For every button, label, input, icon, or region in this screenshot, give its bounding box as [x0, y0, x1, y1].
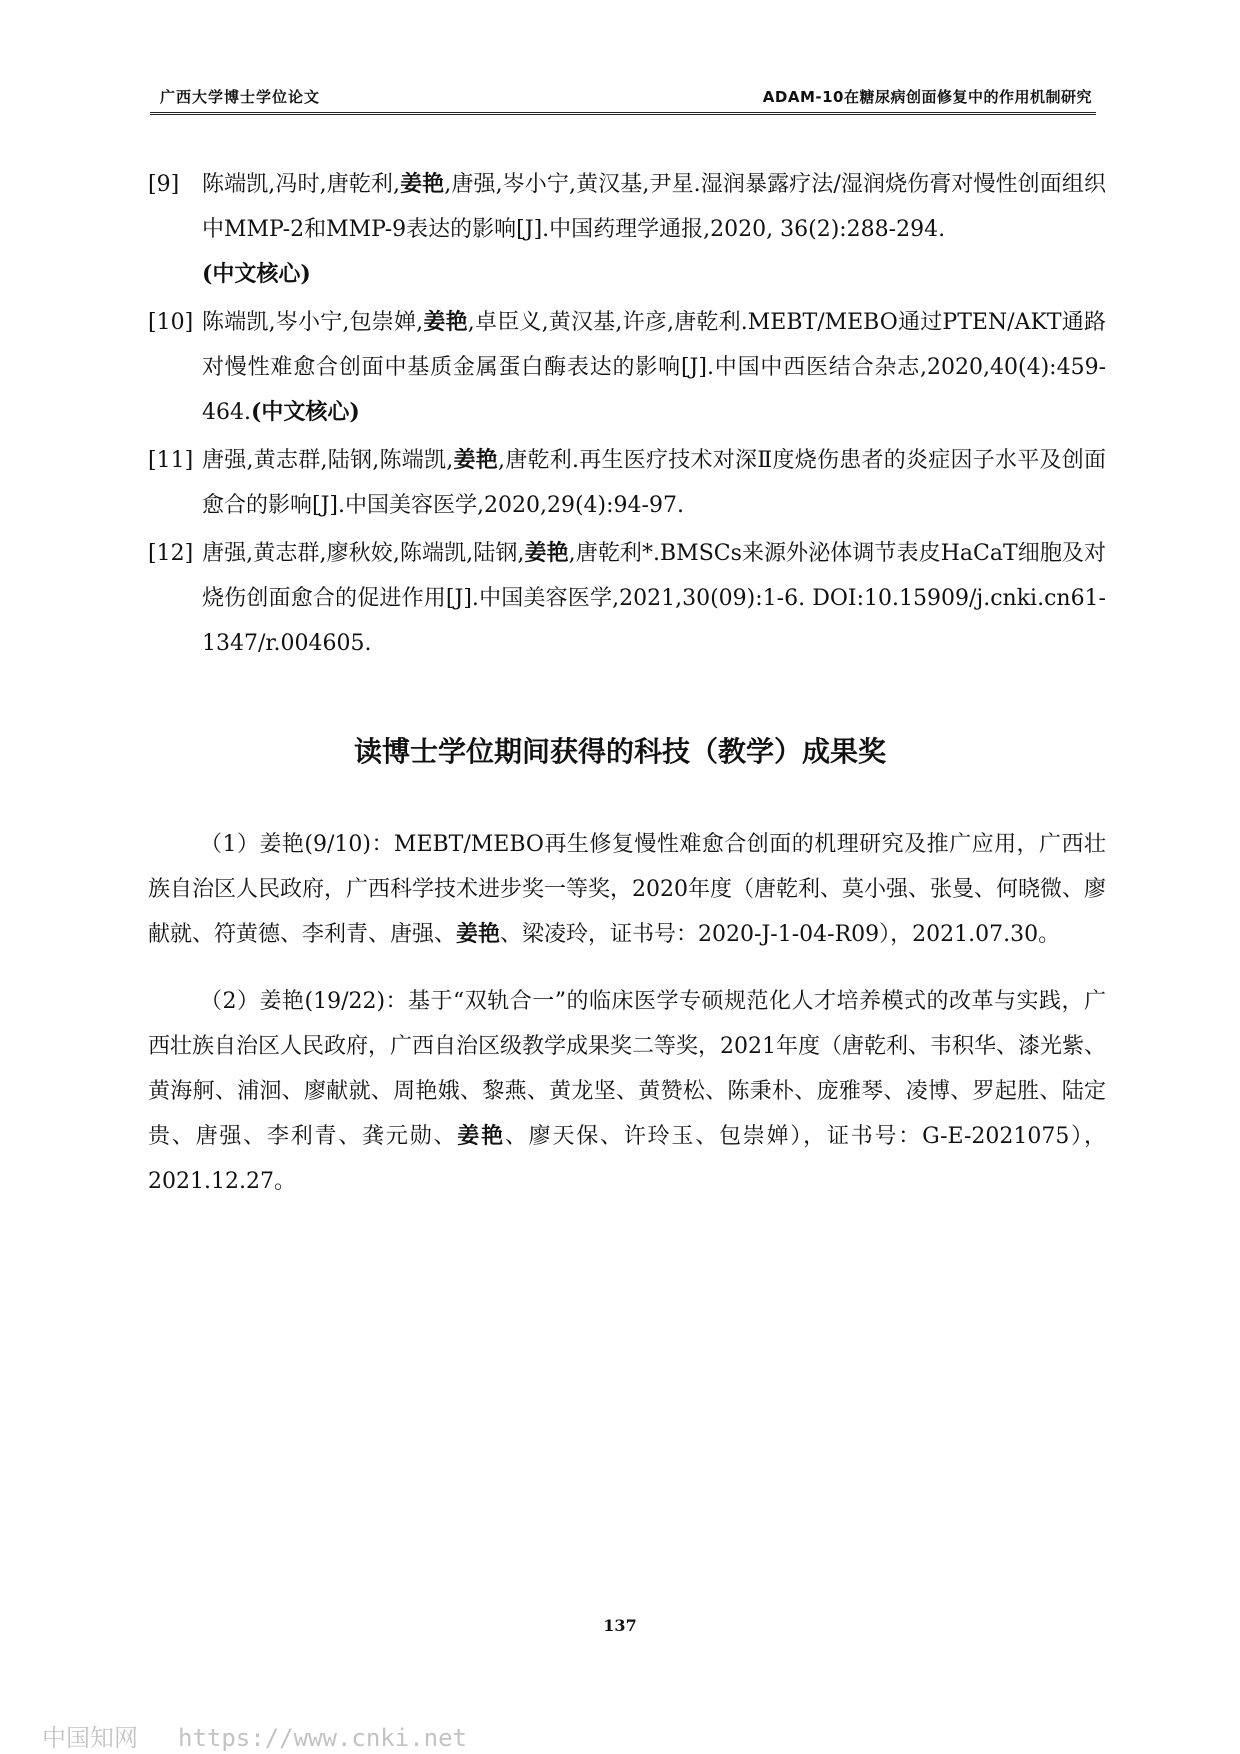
reference-authors: 陈端凯,冯时,唐乾利,	[202, 172, 400, 197]
award-text-end: 、廖天保、许玲玉、包崇婵），证书号：G-E-2021075），2021.12.27。	[148, 1124, 1106, 1194]
award-text: （2）姜艳(19/22)：基于“双轨合一”的临床医学专硕规范化人才培养模式的改革与实践，广西壮族自治区人民政府，广西自治区级教学成果奖二等奖，2021年度（唐乾利、韦积华、漆光紫、黄海舸、浦洄、廖献就、周艳娥、黎燕、黄龙坚、黄赞松、陈秉朴、庞雅琴、凌博、罗起胜、陆定贵、唐强、李利青、龚元勋、	[148, 989, 1106, 1149]
highlighted-author: 姜艳	[423, 309, 468, 335]
reference-authors: 唐强,黄志群,陆钢,陈端凯,	[202, 448, 454, 473]
reference-tag: (中文核心)	[250, 399, 360, 425]
reference-number: [11]	[148, 448, 194, 473]
reference-item	[148, 438, 1106, 528]
reference-details: ,唐强,岑小宁,黄汉基,尹星.湿润暴露疗法/湿润烧伤膏对慢性创面组织中MMP-2和MMP-9表达的影响[J].中国药理学通报,2020, 36(2):288-294.	[202, 172, 1106, 242]
highlighted-author: 姜艳	[524, 540, 569, 566]
reference-number: [10]	[148, 310, 194, 335]
running-header	[150, 86, 1096, 115]
reference-item	[148, 162, 1106, 297]
page-number: 137	[603, 1616, 637, 1635]
award-list	[148, 800, 1106, 1210]
highlighted-author: 姜艳	[456, 921, 501, 947]
reference-details: ,唐乾利*.BMSCs来源外泌体调节表皮HaCaT细胞及对烧伤创面愈合的促进作用[J].中国美容医学,2021,30(09):1-6. DOI:10.15909/j.cnki.cn61-1347/r.004605.	[202, 541, 1106, 656]
award-item	[148, 979, 1106, 1204]
reference-item	[148, 300, 1106, 435]
award-item	[148, 822, 1106, 957]
watermark-brand: 中国知网	[42, 1724, 138, 1752]
award-text: （1）姜艳(9/10)：MEBT/MEBO再生修复慢性难愈合创面的机理研究及推广应用，广西壮族自治区人民政府，广西科学技术进步奖一等奖，2020年度（唐乾利、莫小强、张曼、何晓微、廖献就、符黄德、李利青、唐强、	[148, 832, 1106, 947]
reference-number: [9]	[148, 172, 180, 197]
reference-authors: 唐强,黄志群,廖秋姣,陈端凯,陆钢,	[202, 541, 525, 566]
reference-details: ,唐乾利.再生医疗技术对深Ⅱ度烧伤患者的炎症因子水平及创面愈合的影响[J].中国美容医学,2020,29(4):94-97.	[202, 448, 1106, 518]
highlighted-author: 姜艳	[457, 1123, 505, 1149]
highlighted-author: 姜艳	[399, 171, 445, 197]
reference-list	[148, 162, 1106, 669]
reference-tag: (中文核心)	[202, 261, 311, 287]
reference-item	[148, 531, 1106, 666]
header-university-title: 广西大学博士学位论文	[160, 88, 321, 106]
reference-authors: 陈端凯,岑小宁,包崇婵,	[202, 310, 424, 335]
reference-details: ,卓臣义,黄汉基,许彦,唐乾利.MEBT/MEBO通过PTEN/AKT通路对慢性难愈合创面中基质金属蛋白酶表达的影响[J].中国中西医结合杂志,2020,40(4):459-464.	[202, 310, 1106, 425]
highlighted-author: 姜艳	[453, 447, 499, 473]
section-title: 读博士学位期间获得的科技（教学）成果奖	[353, 735, 886, 768]
reference-number: [12]	[148, 541, 194, 566]
award-text-end: 、梁凌玲，证书号：2020-J-1-04-R09），2021.07.30。	[500, 922, 1061, 947]
cnki-watermark	[42, 1718, 467, 1753]
watermark-url: https://www.cnki.net	[178, 1724, 467, 1752]
header-thesis-title: ADAM-10在糖尿病创面修复中的作用机制研究	[762, 88, 1092, 106]
